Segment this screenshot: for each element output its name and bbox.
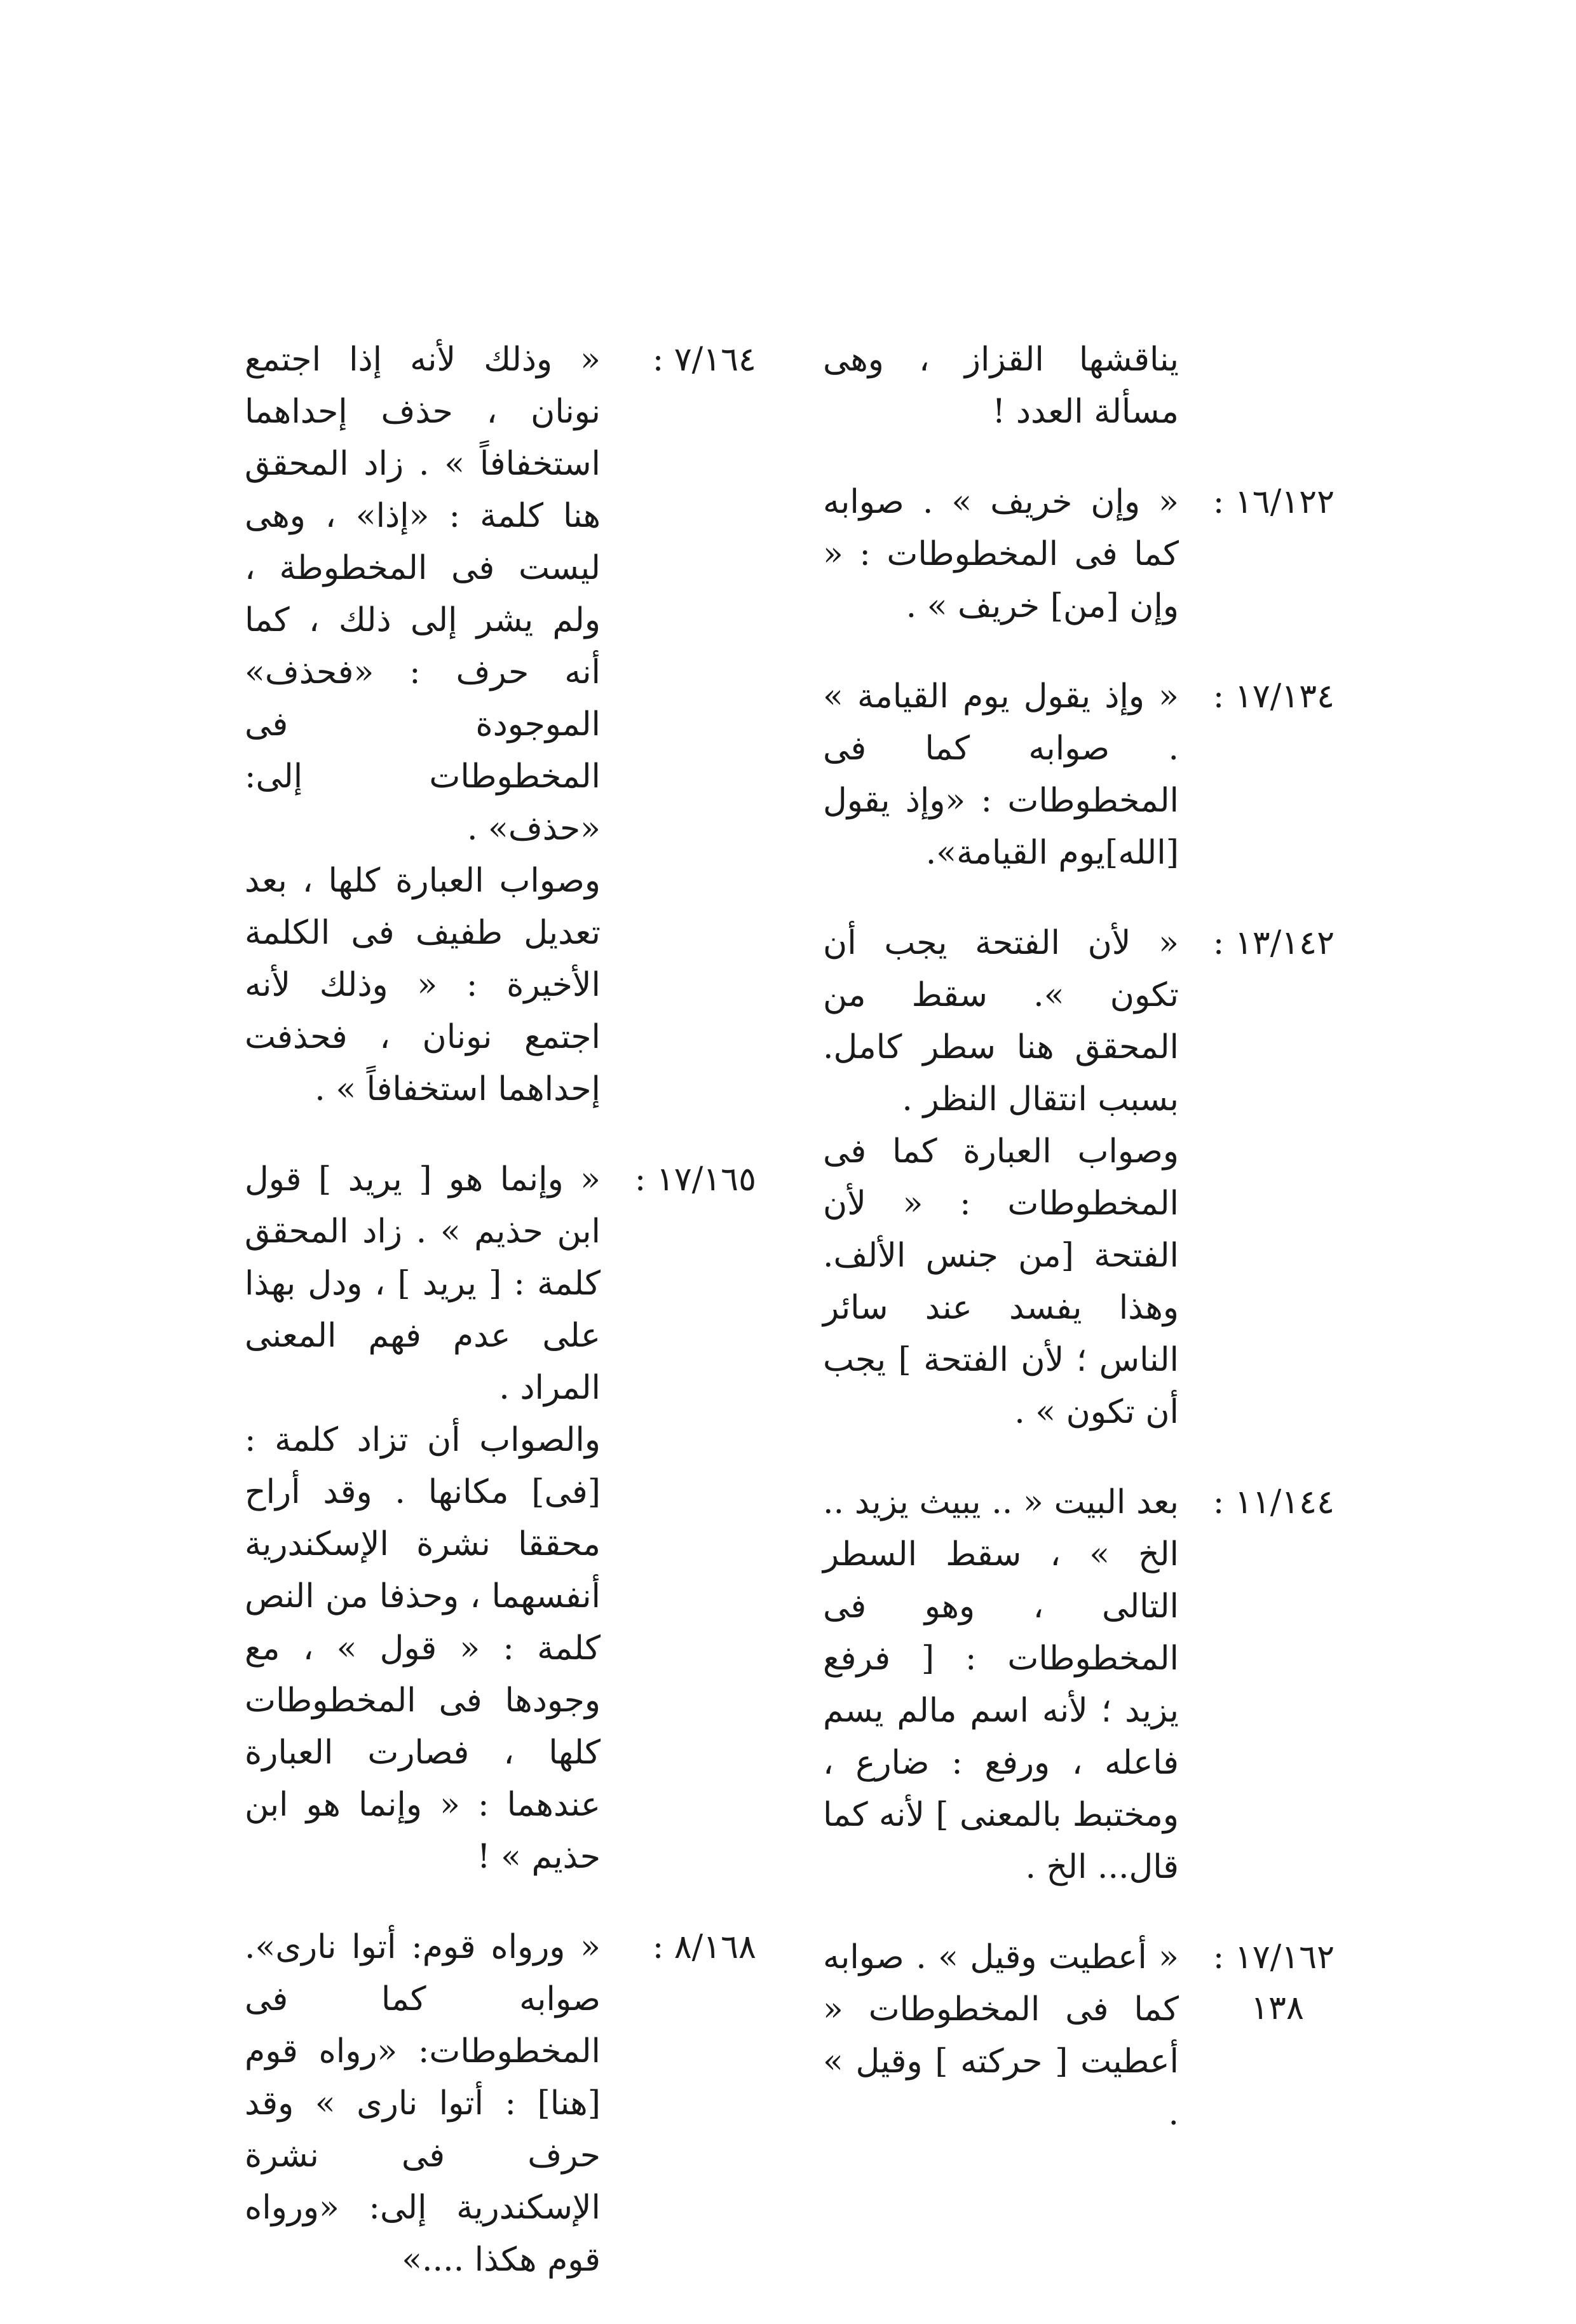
entry-ref-spacer	[1179, 334, 1335, 438]
entry-paragraph: والصواب أن تزاد كلمة : [فى] مكانها . وقد أراح محققا نشرة الإسكندرية أنفسهما ، وحذفا من النص كلمة : « قول » ، مع وجودها فى المخطوطات كلها ، فصارت العبارة عندهما : « وإنما هو ابن حذيم » !	[245, 1421, 601, 1876]
entry-ref: ١٣/١٤٢ :	[1213, 924, 1335, 962]
entry-text	[823, 476, 1179, 632]
entry-text	[245, 334, 601, 1115]
entry	[788, 1931, 1335, 2140]
entry-paragraph: وصواب العبارة كما فى المخطوطات : « لأن الفتحة [من جنس الألف. وهذا يفسد عند سائر الناس ؛ لأن الفتحة ] يجب أن تكون » .	[823, 1132, 1179, 1431]
entry-paragraph: « وذلك لأنه إذا اجتمع نونان ، حذف إحداهما استخفافاً » . زاد المحقق هنا كلمة : «إذا» ، وهى ليست فى المخطوطة ، ولم يشر إلى ذلك ، كما أنه حرف : «فحذف» الموجودة فى المخطوطات إلى: «حذف» .	[245, 341, 601, 848]
entry-text	[823, 334, 1179, 438]
right-column	[788, 334, 1335, 2178]
continuation-entry	[788, 334, 1335, 438]
entry-ref: ٧/١٦٤ :	[652, 341, 756, 379]
entry-paragraph: « وإذ يقول يوم القيامة » . صوابه كما فى المخطوطات : «وإذ يقول [الله]يوم القيامة».	[823, 677, 1179, 872]
entry	[210, 334, 756, 1115]
entry	[788, 1476, 1335, 1893]
entry-ref: ١٧/١٣٤ :	[1213, 677, 1335, 716]
entry	[210, 1153, 756, 1883]
entry-ref: ٨/١٦٨ :	[652, 1928, 756, 1966]
entry	[788, 917, 1335, 1438]
entry-ref: ١٦/١٢٢ :	[1213, 483, 1335, 521]
entry-paragraph: يناقشها القزاز ، وهى مسألة العدد !	[823, 341, 1179, 431]
entry-text	[245, 1921, 601, 2286]
entry-paragraph: « أعطيت وقيل » . صوابه كما فى المخطوطات « أعطيت [ حركته ] وقيل » .	[823, 1938, 1179, 2133]
entry-paragraph: وصواب العبارة كلها ، بعد تعديل طفيف فى الكلمة الأخيرة : « وذلك لأنه اجتمع نونان ، فحذفت إحداهما استخفافاً » .	[245, 862, 601, 1108]
entry-ref: ١٧/١٦٥ :	[634, 1160, 756, 1199]
entry-paragraph: « ورواه قوم: أتوا نارى». صوابه كما فى المخطوطات: «رواه قوم [هنا] : أتوا نارى » وقد حرف فى نشرة الإسكندرية إلى: «ورواه قوم هكذا ....»	[245, 1928, 601, 2279]
entry-text	[823, 1476, 1179, 1893]
entry-text	[823, 917, 1179, 1438]
entry-paragraph: « وإنما هو [ يريد ] قول ابن حذيم » . زاد المحقق كلمة : [ يريد ] ، ودل بهذا على عدم فهم المعنى المراد .	[245, 1160, 601, 1407]
entry-text	[823, 1931, 1179, 2140]
entry-text	[245, 1153, 601, 1883]
page-number: ١٣٨	[1251, 1989, 1304, 2027]
entry	[788, 670, 1335, 879]
entry	[788, 476, 1335, 632]
entry-paragraph: « وإن خريف » . صوابه كما فى المخطوطات : « وإن [من] خريف » .	[823, 483, 1179, 625]
entry-paragraph: « لأن الفتحة يجب أن تكون ». سقط من المحقق هنا سطر كامل. بسبب انتقال النظر .	[823, 924, 1179, 1118]
entry-text	[823, 670, 1179, 879]
entry-ref: ١١/١٤٤ :	[1213, 1483, 1335, 1521]
entry-ref: ١٧/١٦٢ :	[1213, 1938, 1335, 1976]
left-column	[210, 334, 756, 2324]
entry	[210, 1921, 756, 2286]
entry-paragraph: بعد البيت « .. يبيث يزيد .. الخ » ، سقط السطر التالى ، وهو فى المخطوطات : [ فرفع يزيد ؛ لأنه اسم مالم يسم فاعله ، ورفع : ضارع ، ومختبط بالمعنى ] لأنه كما قال... الخ .	[823, 1483, 1179, 1886]
